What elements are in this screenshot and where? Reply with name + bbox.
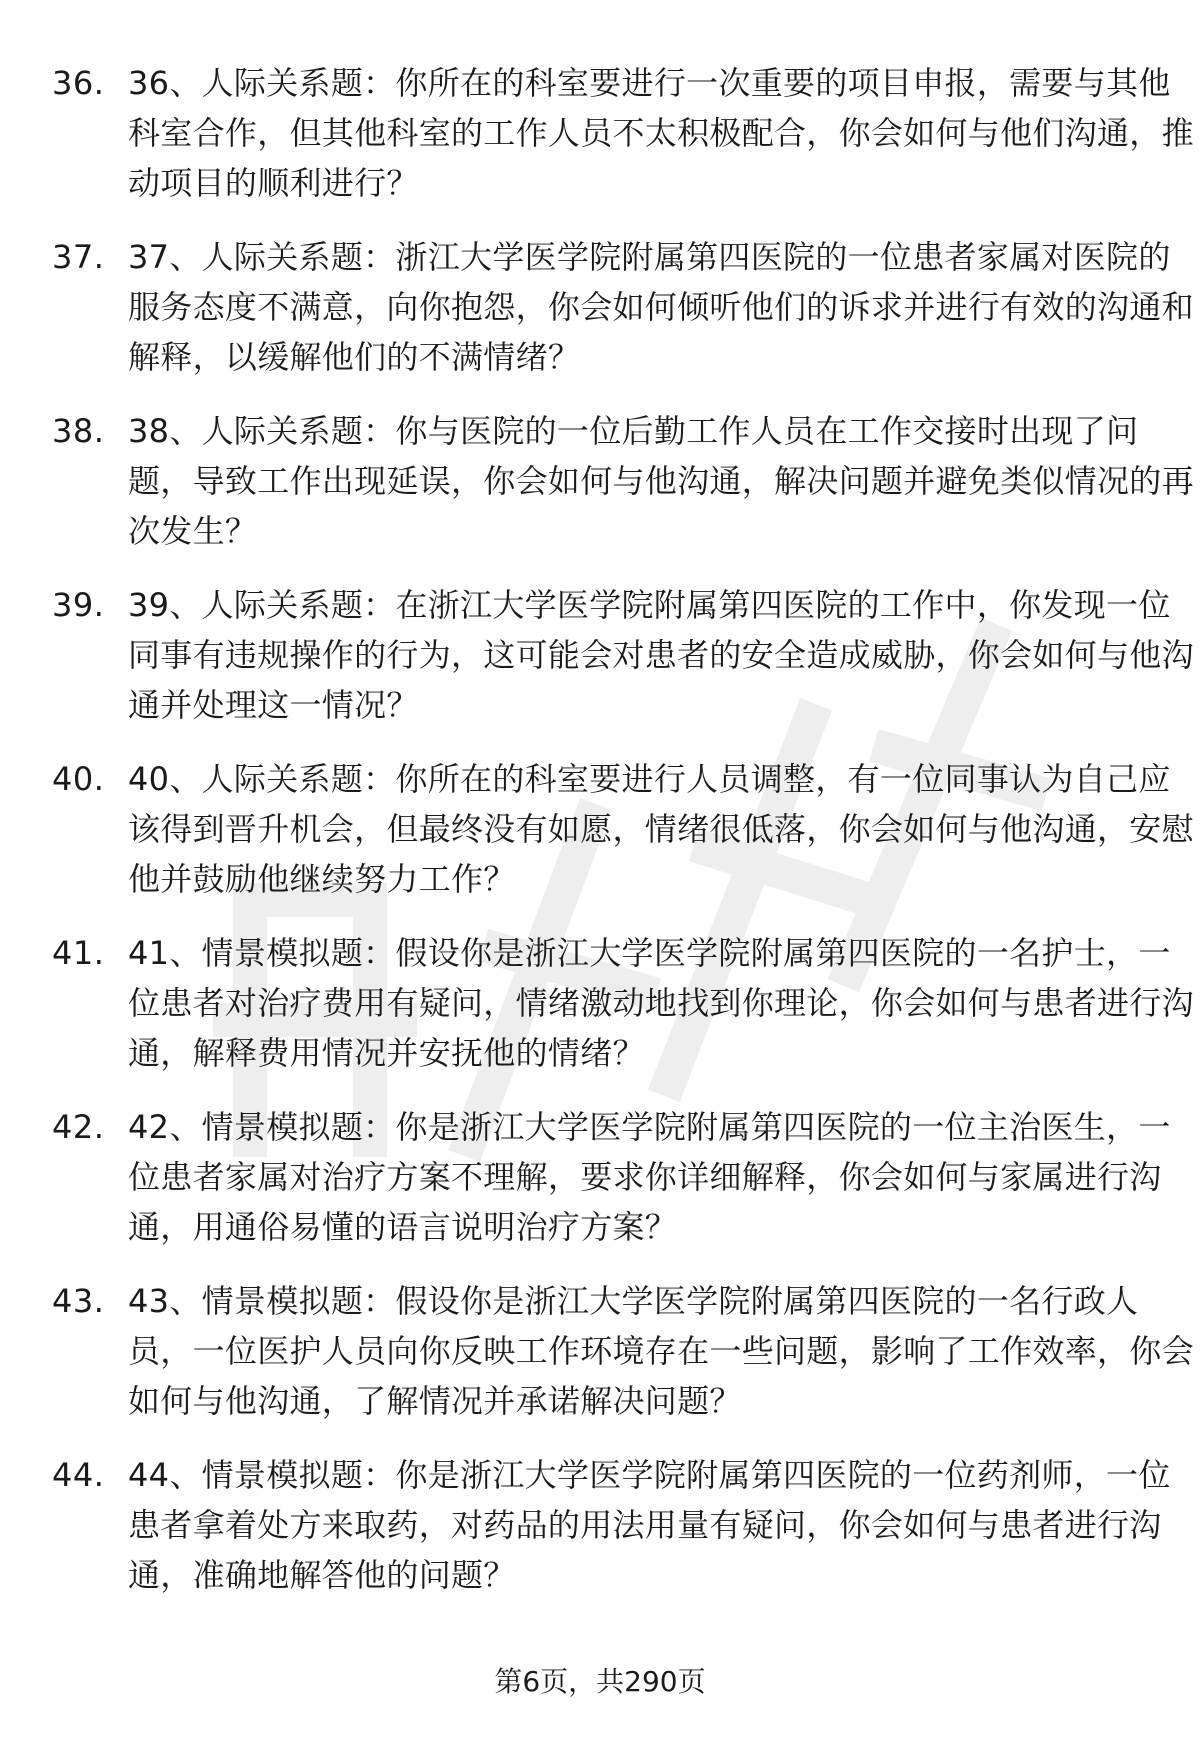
question-number: 44. (52, 1456, 105, 1494)
question-number: 40. (52, 760, 105, 798)
list-item (52, 1450, 1171, 1624)
question-text: 41、情景模拟题：假设你是浙江大学医学院附属第四医院的一名护士，一位患者对治疗费用有疑问，情绪激动地找到你理论，你会如何与患者进行沟通，解释费用情况并安抚他的情绪？ (128, 934, 1194, 1072)
list-item (52, 232, 1194, 406)
question-number: 38. (52, 412, 105, 450)
page-footer: 第6页，共290页 (494, 1665, 706, 1698)
question-number: 41. (52, 934, 105, 972)
list-item (52, 928, 1194, 1102)
list-item (52, 580, 1194, 754)
list-item (52, 1102, 1171, 1276)
list-item (52, 1276, 1194, 1450)
question-text: 42、情景模拟题：你是浙江大学医学院附属第四医院的一位主治医生，一位患者家属对治疗方案不理解，要求你详细解释，你会如何与家属进行沟通，用通俗易懂的语言说明治疗方案？ (128, 1108, 1171, 1246)
question-text: 44、情景模拟题：你是浙江大学医学院附属第四医院的一位药剂师，一位患者拿着处方来取药，对药品的用法用量有疑问，你会如何与患者进行沟通，准确地解答他的问题？ (128, 1456, 1171, 1594)
question-number: 39. (52, 586, 105, 624)
question-text: 40、人际关系题：你所在的科室要进行人员调整，有一位同事认为自己应该得到晋升机会，但最终没有如愿，情绪很低落，你会如何与他沟通，安慰他并鼓励他继续努力工作？ (128, 760, 1194, 898)
question-number: 37. (52, 238, 105, 276)
question-text: 37、人际关系题：浙江大学医学院附属第四医院的一位患者家属对医院的服务态度不满意，向你抱怨，你会如何倾听他们的诉求并进行有效的沟通和解释，以缓解他们的不满情绪？ (128, 238, 1194, 376)
list-item (52, 58, 1194, 232)
question-text: 39、人际关系题：在浙江大学医学院附属第四医院的工作中，你发现一位同事有违规操作的行为，这可能会对患者的安全造成威胁，你会如何与他沟通并处理这一情况？ (128, 586, 1194, 724)
question-text: 36、人际关系题：你所在的科室要进行一次重要的项目申报，需要与其他科室合作，但其他科室的工作人员不太积极配合，你会如何与他们沟通，推动项目的顺利进行？ (128, 64, 1194, 202)
question-list (52, 58, 1194, 1624)
question-number: 36. (52, 64, 105, 102)
question-number: 43. (52, 1282, 105, 1320)
question-text: 43、情景模拟题：假设你是浙江大学医学院附属第四医院的一名行政人员，一位医护人员向你反映工作环境存在一些问题，影响了工作效率，你会如何与他沟通，了解情况并承诺解决问题？ (128, 1282, 1194, 1420)
list-item (52, 406, 1194, 580)
question-number: 42. (52, 1108, 105, 1146)
list-item (52, 754, 1194, 928)
question-text: 38、人际关系题：你与医院的一位后勤工作人员在工作交接时出现了问题，导致工作出现延误，你会如何与他沟通，解决问题并避免类似情况的再次发生？ (128, 412, 1194, 550)
